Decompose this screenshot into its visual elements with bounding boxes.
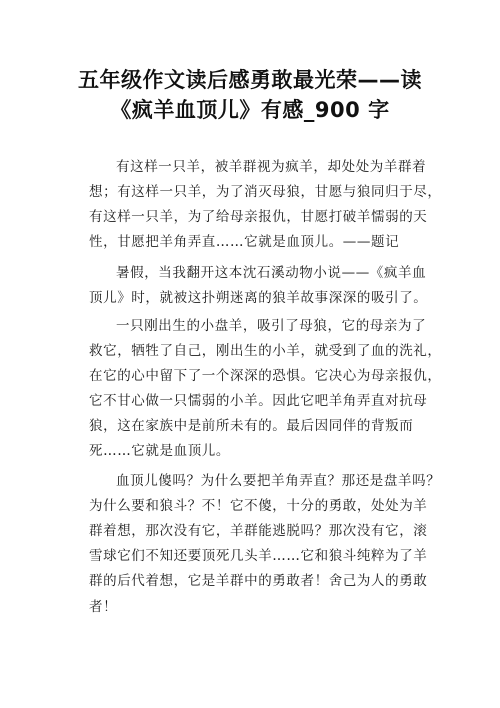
body-text-line: 性，甘愿把羊角弄直……它就是血顶儿。——题记 — [89, 234, 400, 250]
title-line-2: 《疯羊血顶儿》有感_900 字 — [110, 98, 390, 122]
body-text-line: 想；有这样一只羊，为了消灭母狼，甘愿与狼同归于尽， — [89, 184, 442, 200]
body-text-line: 群的后代着想，它是羊群中的勇敢者！舍己为人的勇敢 — [89, 573, 428, 589]
body-text-line: 它不甘心做一只懦弱的小羊。因此它吧羊角弄直对抗母 — [89, 393, 428, 409]
body-text-line: 血顶儿傻吗？为什么要把羊角弄直？那还是盘羊吗？ — [116, 473, 441, 489]
body-text-line: 狼，这在家族中是前所未有的。最后因同伴的背叛而 — [89, 418, 414, 434]
title-line-1: 五年级作文读后感勇敢最光荣——读 — [78, 68, 422, 92]
body-text-line: 有这样一只羊，为了给母亲报仇，甘愿打破羊懦弱的天 — [89, 209, 428, 225]
body-text-line: 在它的心中留下了一个深深的恐惧。它决心为母亲报仇， — [89, 368, 442, 384]
body-text-line: 为什么要和狼斗？不！它不傻，十分的勇敢，处处为羊 — [89, 498, 428, 514]
body-text-line: 一只刚出生的小盘羊，吸引了母狼，它的母亲为了 — [116, 318, 427, 334]
body-text-line: 死……它就是血顶儿。 — [89, 443, 230, 459]
body-text-line: 有这样一只羊，被羊群视为疯羊，却处处为羊群着 — [116, 159, 427, 175]
body-text-line: 暑假，当我翻开这本沈石溪动物小说——《疯羊血 — [116, 265, 427, 281]
body-text-line: 者！ — [89, 599, 118, 615]
body-text-line: 救它，牺牲了自己，刚出生的小羊，就受到了血的洗礼， — [89, 343, 442, 359]
body-text-line: 群着想，那次没有它，羊群能逃脱吗？那次没有它，滚 — [89, 523, 428, 539]
body-text-line: 顶儿》时，就被这扑朔迷离的狼羊故事深深的吸引了。 — [89, 290, 428, 306]
body-text-line: 雪球它们不知还要顶死几头羊……它和狼斗纯粹为了羊 — [89, 548, 428, 564]
